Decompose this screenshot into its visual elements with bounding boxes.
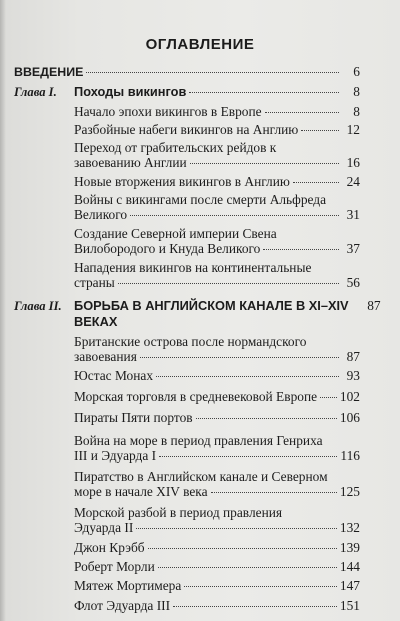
leader-dots (184, 586, 337, 587)
toc-entry[interactable] (14, 598, 360, 613)
toc-entry-title-line: Переход от грабительских рейдов к (74, 140, 277, 155)
toc-entry[interactable] (14, 174, 360, 189)
toc-entry-title: Начало эпохи викингов в Европе (74, 104, 262, 119)
toc-page-number: 106 (339, 410, 360, 425)
toc-entry-label: ВВЕДЕНИЕ (14, 65, 84, 79)
toc-entry[interactable] (14, 260, 360, 290)
leader-dots (140, 357, 339, 358)
toc-page-number: 6 (353, 64, 360, 79)
leader-dots (173, 606, 337, 607)
toc-entry[interactable] (14, 540, 360, 555)
toc-entry[interactable] (14, 140, 360, 170)
toc-entry-title-line: завоеванию Англии (74, 155, 187, 170)
toc-entry-title: Разбойные набеги викингов на Англию (74, 122, 299, 137)
toc-entry-title-line: Нападения викингов на континентальные (74, 260, 312, 275)
chapter-title: Походы викингов (74, 84, 187, 99)
toc-entry[interactable] (14, 505, 360, 535)
page-gutter-shadow (0, 0, 6, 621)
leader-dots (196, 418, 337, 419)
toc-entry-title-line: Война на море в период правления Генриха (74, 433, 323, 448)
toc-entry[interactable] (14, 226, 360, 256)
chapter-title-line: ВЕКАХ (74, 314, 118, 329)
toc-page-number: 125 (339, 484, 360, 499)
toc-entry[interactable] (14, 469, 360, 499)
toc-page-number: 8 (353, 104, 360, 119)
toc-entry-title-line: завоевания (74, 349, 137, 364)
leader-dots (190, 163, 339, 164)
toc-page-number: 56 (346, 275, 360, 290)
toc-page-number: 37 (346, 241, 360, 256)
leader-dots (293, 182, 339, 183)
toc-entry[interactable] (14, 122, 360, 137)
toc-entry-title: Джон Крэбб (74, 540, 145, 555)
toc-page-number: 102 (339, 389, 360, 404)
leader-dots (158, 567, 337, 568)
leader-dots (148, 548, 337, 549)
toc-entry-title-line: море в начале XIV века (74, 484, 208, 499)
toc-entry[interactable] (14, 192, 360, 222)
toc-chapter-2[interactable] (14, 298, 381, 329)
leader-dots (159, 456, 337, 457)
toc-entry-title-line: Эдуарда II (74, 520, 134, 535)
chapter-label: Глава I. (14, 85, 57, 99)
toc-entry-title-line: Пиратство в Английском канале и Северном (74, 469, 328, 484)
toc-page-number: 31 (346, 207, 360, 222)
toc-page-number: 87 (346, 349, 360, 364)
toc-page-number: 147 (339, 578, 360, 593)
toc-page-number: 139 (339, 540, 360, 555)
toc-entry-title: Юстас Монах (74, 368, 154, 383)
leader-dots (263, 249, 339, 250)
toc-entry-title-line: Морской разбой в период правления (74, 505, 283, 520)
leader-dots (136, 528, 337, 529)
toc-page-number: 116 (340, 448, 360, 463)
toc-entry[interactable] (14, 578, 360, 593)
chapter-label: Глава II. (14, 299, 62, 313)
toc-entry[interactable] (14, 410, 360, 425)
toc-page-number: 16 (346, 155, 360, 170)
toc-page-number: 93 (346, 368, 360, 383)
toc-entry-title-line: Войны с викингами после смерти Альфреда (74, 192, 327, 207)
toc-entry-title-line: Великого (74, 207, 128, 222)
page-title: ОГЛАВЛЕНИЕ (145, 36, 255, 53)
toc-entry[interactable] (14, 389, 360, 404)
toc-entry-title-line: страны (74, 275, 115, 290)
toc-entry-title: Морская торговля в средневековой Европе (74, 389, 318, 404)
toc-entry-title: Мятеж Мортимера (74, 578, 182, 593)
toc-entry-title-line: Вилобородого и Кнуда Великого (74, 241, 261, 256)
toc-entry-title-line: Создание Северной империи Свена (74, 226, 277, 241)
toc-entry[interactable] (14, 334, 360, 364)
leader-dots (86, 72, 339, 73)
toc-entry-title-line: Британские острова после нормандского (74, 334, 307, 349)
toc-chapter-1[interactable] (14, 84, 360, 100)
toc-page-number: 132 (339, 520, 360, 535)
toc-page-number: 12 (346, 122, 360, 137)
toc-entry[interactable] (14, 559, 360, 574)
toc-entry[interactable] (14, 433, 360, 463)
chapter-title-line: БОРЬБА В АНГЛИЙСКОМ КАНАЛЕ В XI–XIV (74, 298, 349, 313)
leader-dots (301, 130, 339, 131)
toc-entry-title: Новые вторжения викингов в Англию (74, 174, 290, 189)
toc-entry[interactable] (14, 368, 360, 383)
leader-dots (265, 112, 339, 113)
leader-dots (156, 376, 339, 377)
toc-entry-title: Флот Эдуарда III (74, 598, 171, 613)
toc-entry-title: Роберт Морли (74, 559, 155, 574)
leader-dots (211, 492, 337, 493)
toc-entry-title: Пираты Пяти портов (74, 410, 193, 425)
toc-page-number: 87 (367, 298, 381, 313)
leader-dots (130, 215, 339, 216)
leader-dots (189, 92, 339, 93)
leader-dots (320, 397, 337, 398)
toc-page-number: 144 (339, 559, 360, 574)
toc-entry-title-line: III и Эдуарда I (74, 448, 157, 463)
toc-page-number: 151 (339, 598, 360, 613)
toc-entry[interactable] (14, 104, 360, 119)
toc-page-number: 24 (346, 174, 360, 189)
toc-page-number: 8 (353, 84, 360, 99)
toc-entry-intro[interactable] (14, 64, 360, 80)
leader-dots (118, 283, 339, 284)
